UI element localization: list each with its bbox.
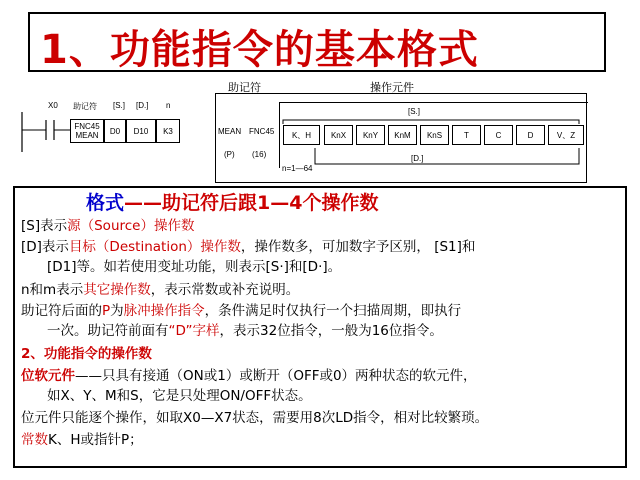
ladder-operand-d10: D10 <box>126 119 156 143</box>
line-constant-a: 常数 <box>21 432 48 448</box>
operand-table <box>215 93 587 183</box>
line-destination-cont: [D1]等。如若使用变址功能，则表示[S·]和[D·]。 <box>47 259 342 275</box>
element-c: C <box>484 125 513 145</box>
line-destination <box>21 238 475 257</box>
line-destination-b: 目标（Destination）操作数 <box>68 239 241 255</box>
line-other-c: ，表示常数或补充说明。 <box>150 282 300 298</box>
line-bit-a: 位软元件 <box>21 368 75 384</box>
d-bracket <box>279 146 584 170</box>
section-heading-2: 2、功能指令的操作数 <box>21 346 152 362</box>
element-kh: K、H <box>283 125 320 145</box>
operand-table-p: (P) <box>224 150 235 159</box>
line-source-a: [S]表示 <box>21 218 68 234</box>
line-bit-cont: 如X、Y、M和S，它是只处理ON/OFF状态。 <box>47 388 312 404</box>
s-label: [S.] <box>408 107 421 116</box>
line-pulse-d: 脉冲操作指令 <box>123 303 205 319</box>
format-heading-dash: —— <box>124 192 163 214</box>
ladder-label-mnemonic: 助记符 <box>73 102 97 111</box>
element-t: T <box>452 125 481 145</box>
operand-table-mnemonic: MEAN <box>218 127 242 136</box>
line-source-b: 源（Source）操作数 <box>67 218 195 234</box>
line-bit-op: 位元件只能逐个操作，如取X0—X7状态，需要用8次LD指令，相对比较繁琐。 <box>21 410 489 426</box>
ladder-func-mnemonic: MEAN <box>75 131 99 140</box>
line-pulse-b: P <box>102 303 111 319</box>
element-knx: KnX <box>324 125 353 145</box>
line-pulse-cont-b: “D”字样 <box>168 323 220 339</box>
element-kns: KnS <box>420 125 449 145</box>
ladder-label-x0: X0 <box>48 101 58 110</box>
line-pulse <box>21 302 461 321</box>
line-bit-element <box>21 367 477 386</box>
element-kny: KnY <box>356 125 385 145</box>
operand-table-16: (16) <box>252 150 267 159</box>
ladder-func-label: FNC45 <box>74 122 100 131</box>
title-box <box>28 12 606 72</box>
line-other-b: 其它操作数 <box>83 282 151 298</box>
line-destination-a: [D]表示 <box>21 239 69 255</box>
ladder-label-s: [S.] <box>113 101 126 110</box>
d-label: [D.] <box>411 154 424 163</box>
format-heading-rest: 助记符后跟1—4个操作数 <box>162 192 379 214</box>
element-vz: V、Z <box>548 125 584 145</box>
line-other-a: n和m表示 <box>21 282 84 298</box>
format-heading-prefix: 格式 <box>86 192 125 214</box>
line-other-operands <box>21 281 299 300</box>
page-title: 1、功能指令的基本格式 <box>40 27 479 73</box>
line-pulse-c: 为 <box>110 303 124 319</box>
operand-table-header-operand: 操作元件 <box>370 81 414 94</box>
line-pulse-a: 助记符后面的 <box>21 303 102 319</box>
ladder-label-n: n <box>166 101 171 110</box>
line-constant-b: K、H或指针P； <box>48 432 143 448</box>
format-heading <box>86 188 378 215</box>
ladder-func-box <box>70 119 104 143</box>
element-knm: KnM <box>388 125 417 145</box>
line-pulse-e: ，条件满足时仅执行一个扫描周期，即执行 <box>204 303 462 319</box>
line-pulse-cont-c: ，表示32位指令，一般为16位指令。 <box>219 323 443 339</box>
operand-table-fnc: FNC45 <box>249 127 275 136</box>
ladder-operand-d0: D0 <box>104 119 126 143</box>
line-pulse-cont-a: 一次。助记符前面有 <box>47 323 169 339</box>
line-pulse-cont <box>21 322 443 341</box>
line-bit-b: ——只具有接通（ON或1）或断开（OFF或0）两种状态的软元件， <box>75 368 477 384</box>
s-bracket <box>279 106 584 126</box>
ladder-operand-k3: K3 <box>156 119 180 143</box>
line-source <box>21 217 194 236</box>
line-constant <box>21 431 143 450</box>
ladder-label-d: [D.] <box>136 101 149 110</box>
line-destination-c: ，操作数多，可加数字予区别， [S1]和 <box>240 239 476 255</box>
element-d: D <box>516 125 545 145</box>
operand-table-header-mnemonic: 助记符 <box>228 81 261 94</box>
n-range-label: n=1—64 <box>282 164 313 173</box>
